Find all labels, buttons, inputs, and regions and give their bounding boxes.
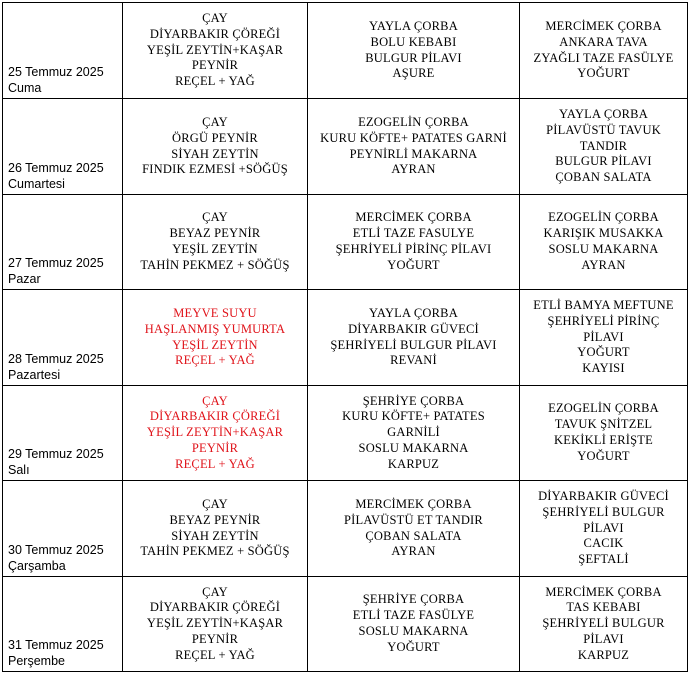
menu-item: ŞEHRİYE ÇORBA [362,393,465,408]
menu-item: KURU KÖFTE+ PATATES [342,409,485,424]
date-text: 29 Temmuz 2025 [8,447,104,461]
breakfast-cell [123,386,308,481]
menu-item: ÇOBAN SALATA [365,528,462,543]
menu-item: YAYLA ÇORBA [369,305,458,320]
date-cell [3,386,123,481]
menu-item: YAYLA ÇORBA [559,107,648,121]
menu-item: ÇOBAN SALATA [555,170,652,185]
menu-item: GARNİLİ [387,425,440,440]
menu-item: KARIŞIK MUSAKKA [543,226,664,241]
menu-item: SİYAH ZEYTİN [171,146,259,161]
menu-item: REÇEL + YAĞ [175,74,255,89]
menu-row [3,195,688,290]
menu-item: YOĞURT [577,448,630,463]
menu-item: BEYAZ PEYNİR [169,226,261,241]
day-name: Pazartesi [8,368,61,382]
date-cell [3,481,123,577]
day-name: Çarşamba [8,559,66,573]
date-text: 26 Temmuz 2025 [8,161,104,175]
menu-item: REÇEL + YAĞ [175,353,255,368]
date-text: 27 Temmuz 2025 [8,256,104,270]
menu-item: TAHİN PEKMEZ + SÖĞÜŞ [140,257,290,272]
lunch-cell [308,3,520,99]
menu-item: TAVUK ŞNİTZEL [554,417,653,432]
menu-item: MEYVE SUYU [173,305,257,320]
menu-item: ANKARA TAVA [559,34,648,49]
menu-item: AYRAN [391,162,436,177]
menu-item: DİYARBAKIR ÇÖREĞİ [149,26,281,41]
date-text: 25 Temmuz 2025 [8,65,104,79]
date-text: 28 Temmuz 2025 [8,352,104,366]
menu-item: BULGUR PİLAVI [365,50,462,65]
menu-item: ÇAY [202,393,228,408]
menu-item: PEYNİRLİ MAKARNA [349,146,478,161]
lunch-cell [308,290,520,386]
dinner-cell [520,195,688,290]
breakfast-cell [123,290,308,386]
menu-item: ÖRGÜ PEYNİR [172,130,258,145]
date-cell [3,3,123,99]
dinner-cell [520,99,688,195]
menu-item: REÇEL + YAĞ [175,647,255,662]
lunch-cell [308,481,520,577]
lunch-cell [308,577,520,672]
menu-item: ETLİ TAZE FASÜLYE [352,608,475,623]
menu-item: ŞEFTALİ [578,552,629,567]
menu-item: KARPUZ [387,456,440,471]
menu-item: ŞEHRİYELİ BULGUR [542,504,665,519]
menu-item: ZYAĞLI TAZE FASÜLYE [533,50,674,65]
menu-item: KEKİKLİ ERİŞTE [554,433,653,447]
menu-item: DİYARBAKIR GÜVECİ [538,489,669,503]
menu-item: ŞEHRİYELİ PİRİNÇ PİLAVI [335,242,492,256]
lunch-cell [308,386,520,481]
menu-item: KAYISI [582,361,625,376]
menu-item: PİLAVÜSTÜ ET TANDIR [344,512,483,527]
menu-item: YEŞİL ZEYTİN+KAŞAR [146,616,284,631]
menu-item: YOĞURT [577,345,630,360]
menu-item: SOSLU MAKARNA [358,624,469,638]
menu-item: PİLAVI [583,520,624,535]
menu-item: BULGUR PİLAVI [555,154,652,169]
meal-menu-body [3,3,688,672]
menu-item: YOĞURT [387,257,440,272]
day-name: Perşembe [8,654,65,668]
meal-menu-table [2,2,688,672]
menu-item: ŞEHRİYE ÇORBA [362,592,465,607]
menu-item: YOĞURT [387,639,440,654]
menu-item: YEŞİL ZEYTİN+KAŞAR [146,425,284,440]
menu-item: PEYNİR [191,440,239,455]
breakfast-cell [123,195,308,290]
menu-item: MERCİMEK ÇORBA [355,210,472,225]
menu-item: ŞEHRİYELİ PİRİNÇ [547,313,660,328]
menu-item: REVANİ [390,353,437,368]
menu-item: KARPUZ [577,647,630,662]
date-text: 31 Temmuz 2025 [8,638,104,652]
menu-item: AYRAN [391,544,436,559]
menu-item: SİYAH ZEYTİN [171,528,259,543]
menu-item: SOSLU MAKARNA [358,440,469,455]
menu-item: MERCİMEK ÇORBA [545,18,662,33]
menu-item: PİLAVI [583,631,624,646]
menu-item: BOLU KEBABI [370,34,457,49]
menu-item: YEŞİL ZEYTİN [172,242,258,256]
breakfast-cell [123,3,308,99]
menu-item: YEŞİL ZEYTİN+KAŞAR [146,42,284,57]
menu-item: BEYAZ PEYNİR [169,512,261,527]
menu-row [3,577,688,672]
menu-row [3,481,688,577]
menu-item: YAYLA ÇORBA [369,18,458,33]
menu-row [3,99,688,195]
date-cell [3,99,123,195]
menu-item: TANDIR [579,138,628,153]
day-name: Salı [8,463,30,477]
menu-item: DİYARBAKIR GÜVECİ [348,321,479,336]
menu-item: EZOGELİN ÇORBA [548,210,659,225]
menu-item: AŞURE [392,66,435,81]
date-cell [3,290,123,386]
menu-item: PEYNİR [191,58,239,73]
date-text: 30 Temmuz 2025 [8,543,104,557]
date-cell [3,195,123,290]
menu-row [3,386,688,481]
menu-item: ÇAY [202,114,228,129]
menu-item: TAHİN PEKMEZ + SÖĞÜŞ [140,544,290,559]
menu-item: ETLİ BAMYA MEFTUNE [533,298,674,312]
menu-item: ÇAY [202,210,228,225]
menu-item: MERCİMEK ÇORBA [355,496,472,511]
dinner-cell [520,3,688,99]
menu-item: HAŞLANMIŞ YUMURTA [144,321,286,336]
menu-item: MERCİMEK ÇORBA [545,584,662,599]
menu-item: DİYARBAKIR ÇÖREĞİ [149,600,281,615]
day-name: Cuma [8,81,42,95]
menu-item: ETLİ TAZE FASULYE [352,226,475,241]
dinner-cell [520,386,688,481]
menu-row [3,3,688,99]
menu-item: ÇAY [202,584,228,599]
dinner-cell [520,481,688,577]
menu-item: EZOGELİN ÇORBA [358,114,469,129]
menu-item: YOĞURT [577,66,630,81]
menu-row [3,290,688,386]
menu-item: ŞEHRİYELİ BULGUR PİLAVI [330,337,497,352]
lunch-cell [308,99,520,195]
date-cell [3,577,123,672]
menu-item: AYRAN [581,257,626,272]
menu-item: CACIK [583,536,624,551]
menu-item: ŞEHRİYELİ BULGUR [542,616,665,631]
menu-item: PİLAVÜSTÜ TAVUK [546,122,661,137]
lunch-cell [308,195,520,290]
breakfast-cell [123,577,308,672]
menu-item: DİYARBAKIR ÇÖREĞİ [149,409,281,424]
menu-item: FINDIK EZMESİ +SÖĞÜŞ [142,162,288,177]
dinner-cell [520,290,688,386]
menu-item: KURU KÖFTE+ PATATES GARNİ [320,130,507,145]
menu-item: YEŞİL ZEYTİN [172,337,258,352]
menu-item: REÇEL + YAĞ [175,456,255,471]
breakfast-cell [123,99,308,195]
menu-item: EZOGELİN ÇORBA [548,401,659,416]
menu-item: SOSLU MAKARNA [548,242,659,256]
menu-item: PEYNİR [191,631,239,646]
menu-item: PİLAVI [583,329,624,344]
menu-item: ÇAY [202,11,228,25]
breakfast-cell [123,481,308,577]
menu-item: TAS KEBABI [566,600,641,615]
dinner-cell [520,577,688,672]
day-name: Pazar [8,272,41,286]
day-name: Cumartesi [8,177,65,191]
menu-item: ÇAY [202,496,228,511]
